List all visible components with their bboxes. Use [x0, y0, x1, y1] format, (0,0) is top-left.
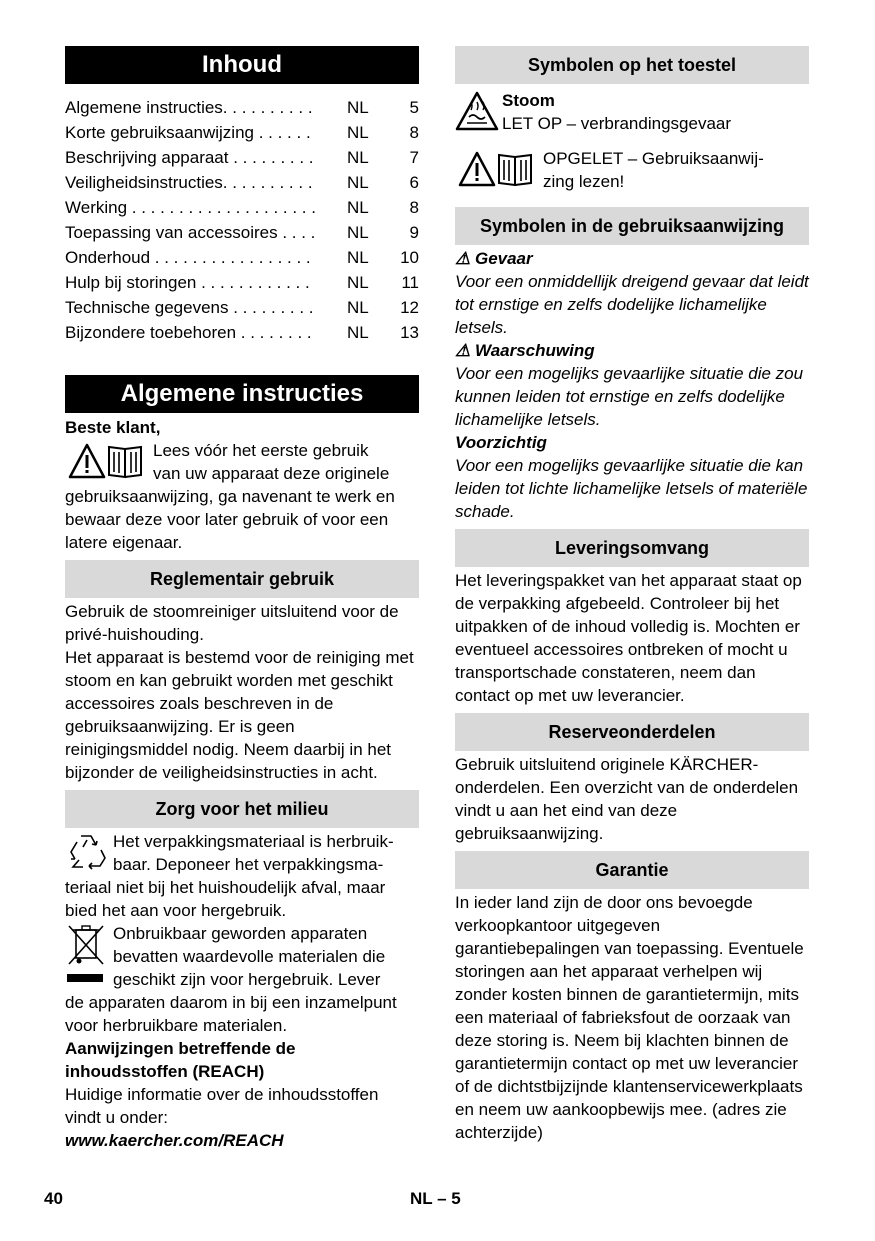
warning-title: Waarschuwing	[474, 341, 595, 360]
danger-title: Gevaar	[474, 249, 533, 268]
reach-link[interactable]: www.kaercher.com/REACH	[65, 1131, 284, 1150]
intro-line-1: Lees vóór het eerste gebruik	[153, 441, 369, 460]
intended-use-p1: Gebruik de stoomreiniger uitsluitend voor de privé-huishouding.	[65, 602, 399, 644]
toc-entry-page: 8	[409, 123, 419, 142]
toc-entry-lang: NL	[347, 273, 369, 292]
spare-parts-heading: Reserveonderdelen	[455, 713, 809, 751]
steam-title: Stoom	[502, 91, 555, 110]
toc-row[interactable]	[65, 320, 419, 345]
toc-entry-title: Toepassing van accessoires . . . .	[65, 223, 316, 242]
danger-text: Voor een onmiddellijk dreigend gevaar dat leidt tot ernstige en zelfs dodelijke lichamelijke letsels.	[455, 272, 809, 337]
spare-parts-text: Gebruik uitsluitend originele KÄRCHER-onderdelen. Een overzicht van de onderdelen vindt u aan het eind van deze gebruiksaanwijzing.	[455, 755, 799, 843]
toc-entry-page: 8	[409, 198, 419, 217]
device-symbols-heading: Symbolen op het toestel	[455, 46, 809, 84]
toc-entry-title: Algemene instructies. . . . . . . . . .	[65, 98, 313, 117]
warning-triangle-icon: ⚠	[455, 341, 475, 360]
toc-entry-lang: NL	[347, 198, 369, 217]
toc-entry-page: 9	[409, 223, 419, 242]
section-page: NL – 5	[410, 1189, 461, 1208]
general-heading: Algemene instructies	[65, 375, 419, 413]
toc-entry-lang: NL	[347, 248, 369, 267]
toc-row[interactable]	[65, 95, 419, 120]
toc-entry-page: 7	[409, 148, 419, 167]
toc-row[interactable]	[65, 295, 419, 320]
toc-list	[65, 95, 419, 345]
toc-entry-page: 5	[409, 98, 419, 117]
delivery-text: Het leveringspakket van het apparaat staat op de verpakking afgebeeld. Controleer bij het uitpakken of de inhoud volledig is. Mochten er eventueel accessoires ontbreken of mocht u transportschade constateren, neem dan contact op met uw leverancier.	[455, 571, 802, 705]
manual-symbols-heading: Symbolen in de gebruiksaanwijzing	[455, 207, 809, 245]
weee-line-2: bevatten waardevolle materialen die	[113, 947, 386, 966]
toc-entry-lang: NL	[347, 123, 369, 142]
toc-entry-title: Onderhoud . . . . . . . . . . . . . . . . .	[65, 248, 311, 267]
greeting: Beste klant,	[65, 418, 161, 437]
toc-entry-title: Technische gegevens . . . . . . . . .	[65, 298, 314, 317]
toc-row[interactable]	[65, 195, 419, 220]
warning-triangle-icon: ⚠	[455, 249, 475, 268]
toc-entry-title: Werking . . . . . . . . . . . . . . . . . . . .	[65, 198, 316, 217]
environment-heading: Zorg voor het milieu	[65, 790, 419, 828]
hot-surface-warning-icon	[455, 89, 501, 133]
reach-text: Huidige informatie over de inhoudsstoffen vindt u onder:	[65, 1085, 379, 1127]
manual-line-1: OPGELET – Gebruiksaanwij-	[543, 149, 764, 168]
weee-text: de apparaten daarom in bij een inzamelpunt voor herbruikbare materialen.	[65, 993, 397, 1035]
toc-entry-lang: NL	[347, 173, 369, 192]
manual-block	[455, 147, 809, 193]
caution-title: Voorzichtig	[455, 433, 547, 452]
toc-entry-title: Beschrijving apparaat . . . . . . . . .	[65, 148, 314, 167]
toc-entry-title: Korte gebruiksaanwijzing . . . . . .	[65, 123, 311, 142]
intro-text: gebruiksaanwijzing, ga navenant te werk en bewaar deze voor later gebruik of voor een latere eigenaar.	[65, 487, 395, 552]
toc-row[interactable]	[65, 145, 419, 170]
warranty-text: In ieder land zijn de door ons bevoegde verkoopkantoor uitgegeven garantiebepalingen van toepassing. Eventuele storingen aan het apparaat verhelpen wij zonder kosten binnen de garantietermijn, mits een materiaal of fabrieksfout de oorzaak van deze storing is. Neem bij klachten binnen de garantietermijn contact op met uw leverancier of de dichtstbijzijnde klantenservicewerkplaats en neem uw aankoopbewijs mee. (adres zie achterzijde)	[455, 893, 804, 1142]
toc-entry-page: 13	[400, 323, 419, 342]
toc-row[interactable]	[65, 245, 419, 270]
intended-use-heading: Reglementair gebruik	[65, 560, 419, 598]
right-column	[455, 46, 809, 1144]
reach-heading: Aanwijzingen betreffende de inhoudsstoffen (REACH)	[65, 1039, 296, 1081]
read-manual-icon	[455, 147, 541, 191]
toc-entry-lang: NL	[347, 148, 369, 167]
intro-block	[65, 439, 419, 485]
steam-block	[455, 89, 809, 135]
weee-line-3: geschikt zijn voor hergebruik. Lever	[113, 970, 381, 989]
toc-row[interactable]	[65, 170, 419, 195]
toc-row[interactable]	[65, 270, 419, 295]
warning-title-row	[455, 339, 809, 362]
toc-entry-title: Bijzondere toebehoren . . . . . . . .	[65, 323, 312, 342]
weee-line-1: Onbruikbaar geworden apparaten	[113, 924, 368, 943]
toc-entry-lang: NL	[347, 98, 369, 117]
warning-manual-icon	[65, 439, 151, 483]
toc-entry-page: 10	[400, 248, 419, 267]
toc-entry-title: Hulp bij storingen . . . . . . . . . . . .	[65, 273, 310, 292]
toc-row[interactable]	[65, 120, 419, 145]
danger-title-row	[455, 247, 809, 270]
manual-line-2: zing lezen!	[543, 172, 625, 191]
toc-entry-lang: NL	[347, 323, 369, 342]
warranty-heading: Garantie	[455, 851, 809, 889]
left-column	[65, 46, 419, 1152]
page-number: 40	[44, 1189, 63, 1208]
weee-block	[65, 922, 419, 991]
toc-entry-page: 11	[401, 273, 419, 292]
crossed-bin-icon	[65, 922, 109, 990]
toc-heading: Inhoud	[65, 46, 419, 84]
toc-entry-lang: NL	[347, 223, 369, 242]
recycle-block	[65, 830, 419, 876]
toc-row[interactable]	[65, 220, 419, 245]
toc-entry-lang: NL	[347, 298, 369, 317]
recycle-line-2: baar. Deponeer het verpakkingsma-	[113, 855, 384, 874]
toc-entry-title: Veiligheidsinstructies. . . . . . . . . .	[65, 173, 313, 192]
warning-text: Voor een mogelijks gevaarlijke situatie die zou kunnen leiden tot ernstige en zelfs dodelijke lichamelijke letsels.	[455, 364, 804, 429]
recycle-line-1: Het verpakkingsmateriaal is herbruik-	[113, 832, 394, 851]
intro-line-2: van uw apparaat deze originele	[153, 464, 390, 483]
delivery-heading: Leveringsomvang	[455, 529, 809, 567]
intended-use-p2: Het apparaat is bestemd voor de reiniging met stoom en kan gebruikt worden met geschikt accessoires zoals beschreven in de gebruiksaanwijzing. Er is geen reinigingsmiddel nodig. Neem daarbij in het bijzonder de veiligheidsinstructies in acht.	[65, 648, 414, 782]
toc-entry-page: 6	[409, 173, 419, 192]
toc-entry-page: 12	[400, 298, 419, 317]
recycle-icon	[65, 830, 109, 874]
caution-text: Voor een mogelijks gevaarlijke situatie die kan leiden tot lichte lichamelijke letsels of materiële schade.	[455, 456, 808, 521]
recycle-text: teriaal niet bij het huishoudelijk afval, maar bied het aan voor hergebruik.	[65, 878, 386, 920]
steam-text: LET OP – verbrandingsgevaar	[502, 114, 732, 133]
